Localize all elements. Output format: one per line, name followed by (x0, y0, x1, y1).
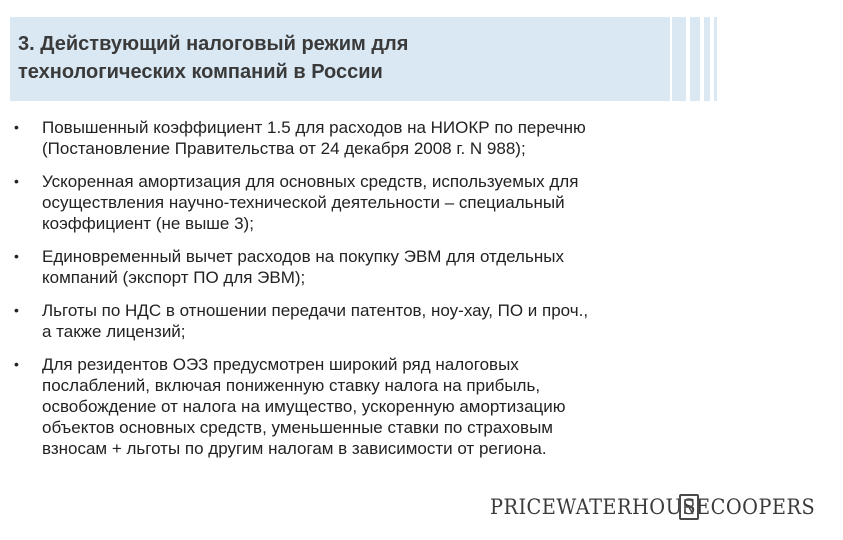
bullet-text-line: а также лицензий; (42, 322, 186, 341)
bullet-icon: • (14, 356, 19, 372)
bullet-item (0, 246, 720, 288)
bullet-icon: • (14, 248, 19, 264)
bullet-text-line: осуществления научно-технической деятельности – специальный (42, 193, 565, 212)
bullet-text-line: Ускоренная амортизация для основных средств, используемых для (42, 172, 579, 191)
bullet-text-line: коэффициент (не выше 3); (42, 214, 254, 233)
slide-title-line: технологических компаний в России (18, 61, 383, 83)
bullet-text-line: компаний (экспорт ПО для ЭВМ); (42, 268, 306, 287)
bullet-text-line: освобождение от налога на имущество, ускоренную амортизацию (42, 397, 566, 416)
bullet-text-line: (Постановление Правительства от 24 декабря 2008 г. N 988); (42, 139, 526, 158)
company-logo (490, 490, 843, 524)
bullet-icon: • (14, 119, 19, 135)
bullet-text-line: послаблений, включая пониженную ставку налога на прибыль, (42, 376, 541, 395)
slide-title (18, 30, 658, 86)
bullet-text-line: Льготы по НДС в отношении передачи патентов, ноу-хау, ПО и проч., (42, 301, 589, 320)
bullet-item (0, 117, 720, 159)
slide-title-line: 3. Действующий налоговый режим для (18, 33, 409, 55)
bullet-icon: • (14, 173, 19, 189)
decorative-stripes (672, 17, 720, 101)
bullet-icon: • (14, 302, 19, 318)
logo-wordmark: PRICEWATERHOUSECOOPERS (490, 495, 816, 519)
bullet-text-line: Единовременный вычет расходов на покупку ЭВМ для отдельных (42, 247, 564, 266)
bullet-item (0, 354, 720, 459)
bullet-text-line: взносам + льготы по другим налогам в зависимости от региона. (42, 439, 547, 458)
bullet-text-line: Повышенный коэффициент 1.5 для расходов на НИОКР по перечню (42, 118, 586, 137)
bullet-text-line: Для резидентов ОЭЗ предусмотрен широкий ряд налоговых (42, 355, 519, 374)
bullet-text-line: объектов основных средств, уменьшенные ставки по страховым (42, 418, 553, 437)
bullet-list (0, 117, 720, 471)
bullet-item (0, 171, 720, 234)
pwc-seal-icon (679, 494, 699, 520)
bullet-item (0, 300, 720, 342)
